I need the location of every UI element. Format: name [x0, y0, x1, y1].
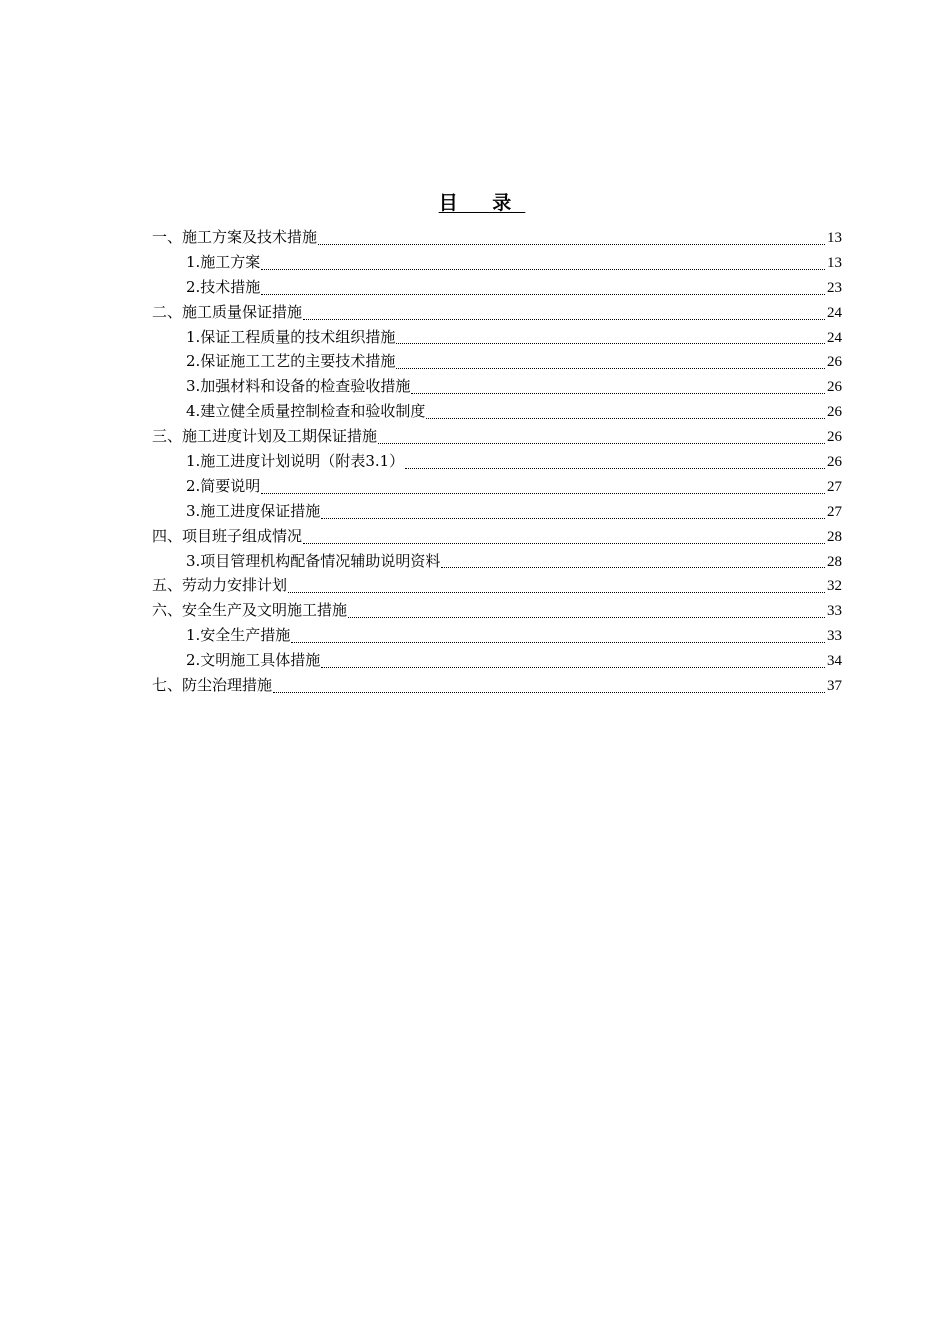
toc-entry[interactable] — [152, 424, 842, 449]
toc-entry-label: 2.技术措施 — [186, 277, 261, 296]
toc-page-number: 37 — [827, 678, 842, 695]
toc-entry[interactable] — [152, 573, 842, 598]
toc-entry-label: 四、项目班子组成情况 — [152, 526, 303, 545]
toc-entry-label: 2.文明施工具体措施 — [186, 651, 321, 670]
toc-page-number: 27 — [827, 478, 842, 495]
toc-page-number: 28 — [827, 553, 842, 570]
toc-entry[interactable] — [152, 349, 842, 374]
toc-entry-label: 3.施工进度保证措施 — [186, 501, 321, 520]
toc-entry[interactable] — [152, 499, 842, 524]
toc-dot-leader — [426, 418, 825, 419]
toc-entry[interactable] — [152, 598, 842, 623]
toc-entry[interactable] — [152, 549, 842, 574]
toc-dot-leader — [396, 368, 825, 369]
toc-dot-leader — [261, 493, 825, 494]
toc-dot-leader — [303, 543, 825, 544]
toc-entry[interactable] — [152, 673, 842, 698]
toc-entry-label: 2.简要说明 — [186, 476, 261, 495]
toc-entry[interactable] — [152, 325, 842, 350]
toc-page-number: 33 — [827, 603, 842, 620]
toc-entry-label: 五、劳动力安排计划 — [152, 576, 288, 595]
toc-entry-label: 3.项目管理机构配备情况辅助说明资料 — [186, 551, 441, 570]
toc-page-number: 23 — [827, 279, 842, 296]
toc-entry[interactable] — [152, 275, 842, 300]
toc-dot-leader — [273, 692, 825, 693]
toc-entry[interactable] — [152, 399, 842, 424]
toc-dot-leader — [291, 642, 825, 643]
toc-entry[interactable] — [152, 524, 842, 549]
toc-dot-leader — [396, 343, 825, 344]
toc-entry-label: 1.施工进度计划说明（附表3.1） — [186, 452, 405, 471]
toc-page-number: 13 — [827, 230, 842, 246]
toc-page-number: 13 — [827, 254, 842, 271]
toc-dot-leader — [405, 468, 825, 469]
toc-page-number: 26 — [827, 379, 842, 396]
toc-entry-label: 1.安全生产措施 — [186, 626, 291, 645]
toc-entry[interactable] — [152, 225, 842, 250]
toc-dot-leader — [288, 592, 825, 593]
toc-entry[interactable] — [152, 449, 842, 474]
toc-entry-label: 六、安全生产及文明施工措施 — [152, 601, 348, 620]
toc-title — [0, 190, 950, 216]
toc-title-text: 目 录 — [438, 192, 526, 214]
toc-dot-leader — [321, 518, 825, 519]
toc-dot-leader — [441, 567, 825, 568]
toc-dot-leader — [378, 443, 825, 444]
toc-entry-label: 2.保证施工工艺的主要技术措施 — [186, 352, 396, 371]
toc-entry-label: 3.加强材料和设备的检查验收措施 — [186, 377, 411, 396]
toc-dot-leader — [411, 393, 825, 394]
toc-dot-leader — [261, 269, 825, 270]
toc-entry-label: 七、防尘治理措施 — [152, 676, 273, 695]
toc-page-number: 34 — [827, 653, 842, 670]
toc-dot-leader — [318, 244, 825, 245]
toc-entry[interactable] — [152, 623, 842, 648]
toc-page-number: 32 — [827, 578, 842, 595]
toc-dot-leader — [348, 617, 825, 618]
table-of-contents — [152, 225, 842, 698]
toc-entry[interactable] — [152, 300, 842, 325]
toc-page-number: 26 — [827, 354, 842, 371]
toc-dot-leader — [303, 319, 825, 320]
toc-entry-label: 4.建立健全质量控制检查和验收制度 — [186, 402, 426, 421]
toc-entry[interactable] — [152, 474, 842, 499]
toc-entry[interactable] — [152, 250, 842, 275]
toc-page-number: 24 — [827, 329, 842, 346]
toc-page-number: 28 — [827, 528, 842, 545]
toc-page-number: 26 — [827, 454, 842, 471]
toc-entry-label: 1.施工方案 — [186, 252, 261, 271]
toc-page-number: 26 — [827, 404, 842, 421]
toc-entry-label: 二、施工质量保证措施 — [152, 302, 303, 321]
toc-entry[interactable] — [152, 374, 842, 399]
toc-dot-leader — [261, 294, 825, 295]
toc-entry-label: 1.保证工程质量的技术组织措施 — [186, 327, 396, 346]
toc-entry-label: 一、施工方案及技术措施 — [152, 228, 318, 246]
toc-entry-label: 三、施工进度计划及工期保证措施 — [152, 427, 378, 446]
toc-page-number: 33 — [827, 628, 842, 645]
toc-entry[interactable] — [152, 648, 842, 673]
toc-page-number: 26 — [827, 429, 842, 446]
toc-dot-leader — [321, 667, 825, 668]
toc-page-number: 27 — [827, 503, 842, 520]
toc-page-number: 24 — [827, 304, 842, 321]
